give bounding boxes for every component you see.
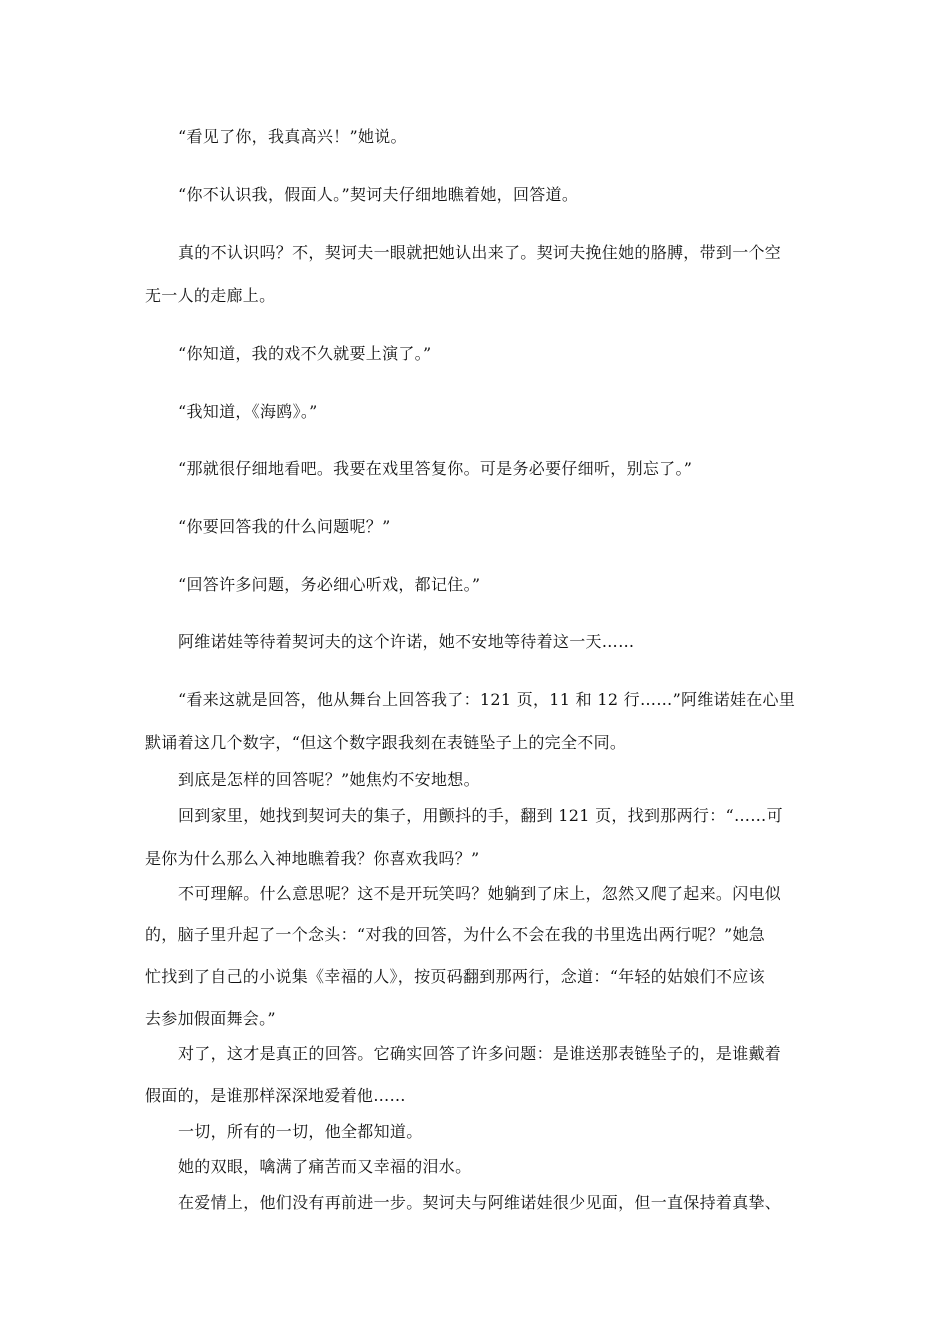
paragraph-realization-line2: 的，脑子里升起了一个念头：“对我的回答，为什么不会在我的书里选出两行呢？”她急 — [145, 925, 766, 944]
paragraph-home-line1: 回到家里，她找到契诃夫的集子，用颤抖的手，翻到 121 页，找到那两行：“……可 — [178, 806, 783, 825]
paragraph-waiting: 阿维诺娃等待着契诃夫的这个许诺，她不安地等待着这一天…… — [178, 632, 635, 651]
paragraph-true-answer-line2: 假面的，是谁那样深深地爱着他…… — [145, 1086, 406, 1105]
paragraph-realization-line1: 不可理解。什么意思呢？这不是开玩笑吗？她躺到了床上，忽然又爬了起来。闪电似 — [178, 884, 782, 903]
paragraph-greeting: “看见了你，我真高兴！”她说。 — [178, 127, 407, 146]
paragraph-tears: 她的双眼，噙满了痛苦而又幸福的泪水。 — [178, 1157, 472, 1176]
paragraph-realization-line3: 忙找到了自己的小说集《幸福的人》，按页码翻到那两行，念道：“年轻的姑娘们不应该 — [145, 967, 765, 986]
paragraph-love: 在爱情上，他们没有再前进一步。契诃夫与阿维诺娃很少见面，但一直保持着真挚、 — [178, 1193, 782, 1212]
paragraph-recognition-line2: 无一人的走廊上。 — [145, 286, 276, 305]
paragraph-home-line2: 是你为什么那么入神地瞧着我？你喜欢我吗？” — [145, 849, 480, 868]
paragraph-play: “你知道，我的戏不久就要上演了。” — [178, 344, 432, 363]
paragraph-watch-carefully: “那就很仔细地看吧。我要在戏里答复你。可是务必要仔细听，别忘了。” — [178, 459, 693, 478]
paragraph-stage-answer-line3: 到底是怎样的回答呢？”她焦灼不安地想。 — [178, 770, 480, 789]
paragraph-stage-answer-line1: “看来这就是回答，他从舞台上回答我了：121 页，11 和 12 行……”阿维诺娃在心里 — [178, 690, 796, 709]
paragraph-question: “你要回答我的什么问题呢？” — [178, 517, 391, 536]
paragraph-everything: 一切，所有的一切，他全都知道。 — [178, 1122, 423, 1141]
paragraph-stage-answer-line2: 默诵着这几个数字，“但这个数字跟我刻在表链坠子上的完全不同。 — [145, 733, 627, 752]
paragraph-recognition-line1: 真的不认识吗？不，契诃夫一眼就把她认出来了。契诃夫挽住她的胳膊，带到一个空 — [178, 243, 782, 262]
paragraph-realization-line4: 去参加假面舞会。” — [145, 1009, 276, 1028]
paragraph-true-answer-line1: 对了，这才是真正的回答。它确实回答了许多问题：是谁送那表链坠子的，是谁戴着 — [178, 1044, 782, 1063]
paragraph-answer: “回答许多问题，务必细心听戏，都记住。” — [178, 575, 481, 594]
paragraph-reply: “你不认识我，假面人。”契诃夫仔细地瞧着她，回答道。 — [178, 185, 579, 204]
paragraph-seagull: “我知道，《海鸥》。” — [178, 402, 318, 421]
